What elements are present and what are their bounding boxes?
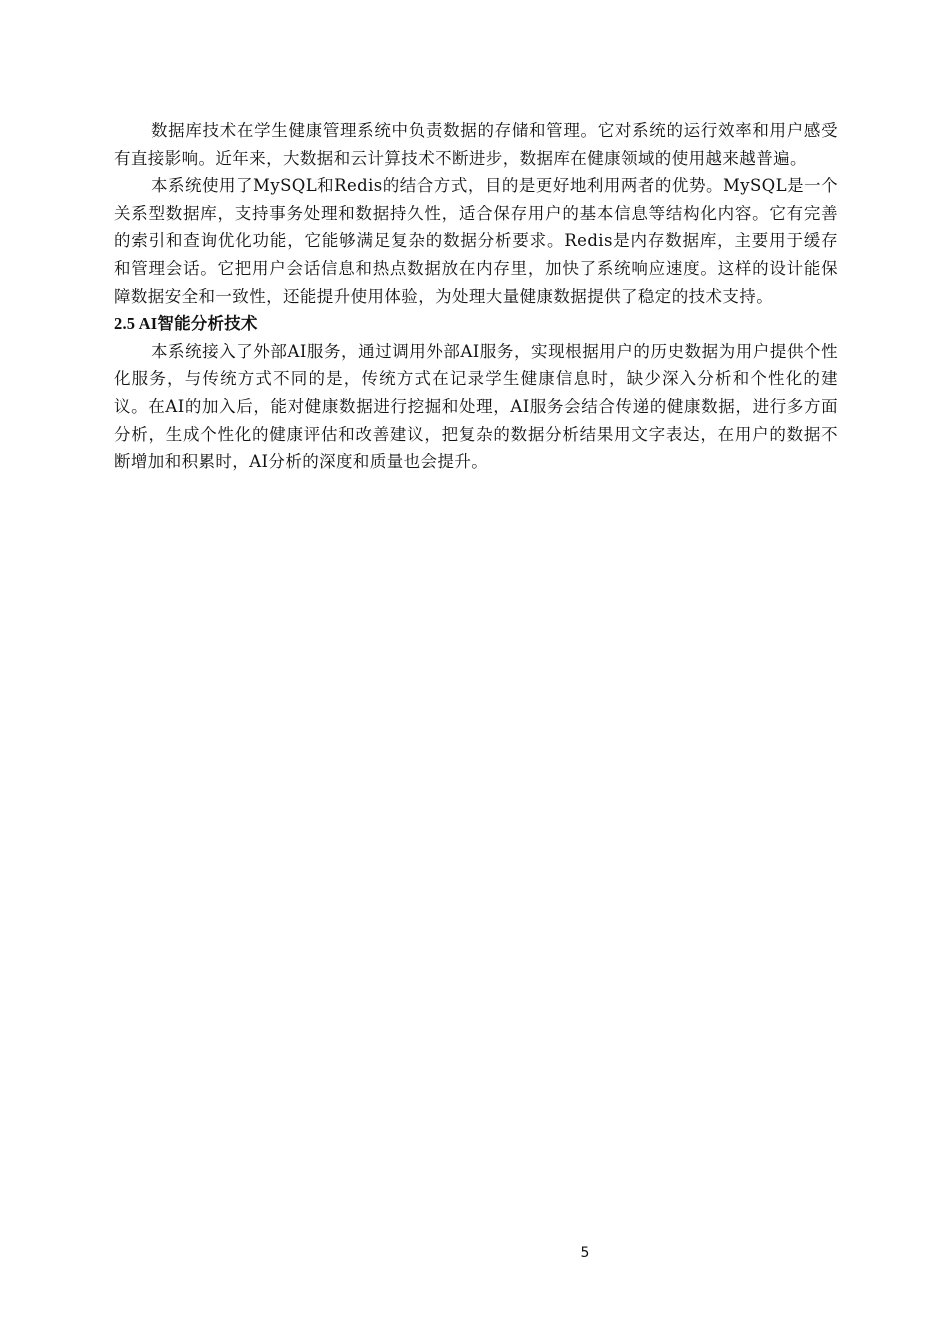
paragraph-database-intro: 数据库技术在学生健康管理系统中负责数据的存储和管理。它对系统的运行效率和用户感受有直接影响。近年来，大数据和云计算技术不断进步，数据库在健康领域的使用越来越普遍。: [114, 121, 838, 168]
paragraph-mysql-redis: 本系统使用了MySQL和Redis的结合方式，目的是更好地利用两者的优势。MySQL是一个关系型数据库，支持事务处理和数据持久性，适合保存用户的基本信息等结构化内容。它有完善的索引和查询优化功能，它能够满足复杂的数据分析要求。Redis是内存数据库，主要用于缓存和管理会话。它把用户会话信息和热点数据放在内存里，加快了系统响应速度。这样的设计能保障数据安全和一致性，还能提升使用体验，为处理大量健康数据提供了稳定的技术支持。: [114, 176, 838, 306]
page-number: 5: [580, 1245, 590, 1261]
paragraph-ai-analysis: 本系统接入了外部AI服务，通过调用外部AI服务，实现根据用户的历史数据为用户提供个性化服务，与传统方式不同的是，传统方式在记录学生健康信息时，缺少深入分析和个性化的建议。在AI的加入后，能对健康数据进行挖掘和处理，AI服务会结合传递的健康数据，进行多方面分析，生成个性化的健康评估和改善建议，把复杂的数据分析结果用文字表达，在用户的数据不断增加和积累时，AI分析的深度和质量也会提升。: [114, 341, 838, 472]
page-body: [114, 117, 838, 476]
section-heading: 2.5 AI智能分析技术: [114, 314, 258, 334]
